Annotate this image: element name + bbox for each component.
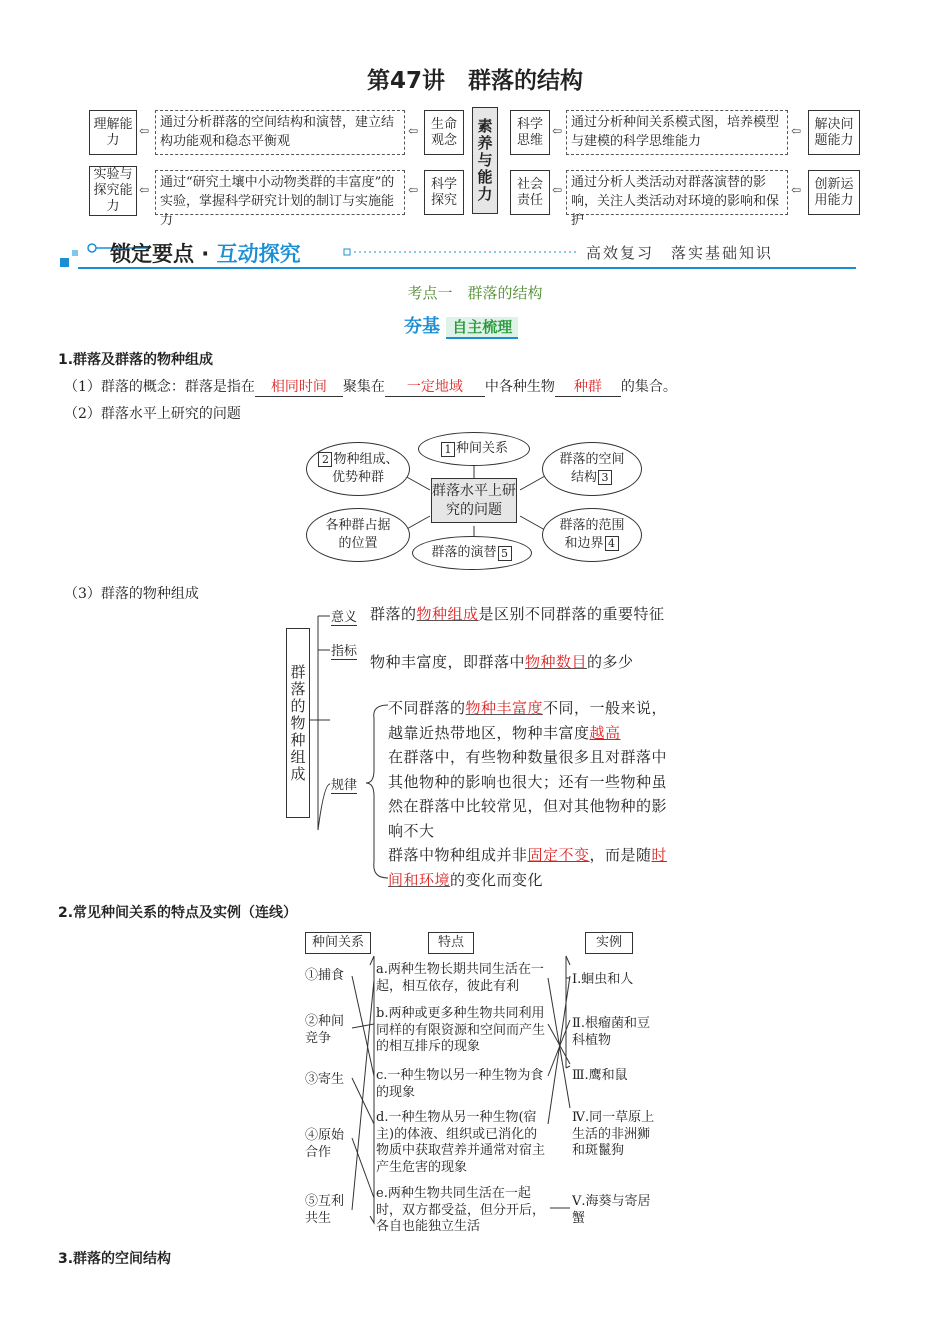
diagram-oval [418, 432, 530, 466]
oval-text: 群落的演替 [431, 545, 497, 560]
text: 的变化而变化 [450, 870, 544, 889]
banner-subtitle: 高效复习 落实基础知识 [586, 244, 774, 262]
feature-item: e.两种生物共同生活在一起时，双方都受益，但分开后，各自也能独立生活 [376, 1186, 546, 1234]
ability-box: 实验与探究能力 [89, 166, 137, 216]
section-banner [58, 236, 858, 272]
example-item: Ⅴ.海葵与寄居蟹 [572, 1194, 651, 1226]
oval-text: 种间关系 [455, 441, 508, 456]
literacy-desc: 通过分析人类活动对群落演替的影响，关注人类活动对环境的影响和保护 [566, 170, 788, 215]
relation-item: ②种间竞争 [305, 1014, 345, 1046]
number-box: 3 [598, 470, 612, 485]
arrow-icon: ⇦ [552, 183, 563, 197]
relation-item: ④原始合作 [305, 1128, 345, 1160]
arrow-icon: ⇦ [139, 124, 150, 138]
literacy-center: 素养与能力 [472, 107, 498, 214]
concept-paragraph [64, 376, 677, 397]
ability-box: 理解能力 [89, 110, 137, 155]
example-item: Ⅲ.鹰和鼠 [572, 1068, 628, 1083]
text: 的集合。 [620, 379, 677, 395]
tree-branch-label: 指标 [331, 640, 357, 660]
banner-title-accent: 互动探究 [216, 242, 301, 266]
tree-branch-label: 规律 [331, 774, 357, 794]
answer-blank: 一定地域 [385, 376, 485, 397]
text: 是区别不同群落的重要特征 [478, 605, 665, 623]
arrow-icon: ⇦ [408, 124, 419, 138]
feature-item: c.一种生物以另一种生物为食的现象 [376, 1068, 544, 1100]
text: 聚集在 [342, 379, 385, 395]
answer-text: 物种组成 [416, 605, 479, 623]
text: 不同，一般来说，越靠近热带地区，物种丰富度 [388, 699, 668, 742]
oval-text: 群落的范围和边界 [559, 518, 625, 551]
page-title: 第47讲 群落的结构 [366, 68, 583, 94]
number-box: 2 [318, 452, 332, 467]
relation-matching [300, 928, 660, 1238]
tree-rule [388, 843, 670, 892]
relation-item: ③寄生 [305, 1072, 345, 1087]
diagram-oval [542, 442, 642, 496]
oval-text: 物种组成、优势种群 [331, 452, 399, 485]
answer-text: 物种数目 [525, 653, 588, 671]
diagram-oval [542, 508, 642, 562]
text: 不同群落的 [388, 699, 466, 717]
literacy-label: 生命观念 [424, 110, 464, 155]
literacy-desc: 通过分析群落的空间结构和演替，建立结构功能观和稳态平衡观 [155, 110, 405, 155]
diagram-oval: 各种群占据的位置 [306, 508, 410, 562]
answer-blank: 种群 [555, 376, 621, 397]
research-diagram [300, 428, 660, 573]
section-heading: 2.常见种间关系的特点及实例（连线） [58, 905, 298, 921]
feature-item: a.两种生物长期共同生活在一起，相互依存，彼此有利 [376, 962, 544, 994]
number-box: 1 [441, 442, 455, 457]
tree-branch-label: 意义 [331, 606, 357, 626]
subhead-char: 夯基 [404, 316, 440, 337]
text: （1）群落的概念：群落是指在 [64, 379, 255, 395]
text: ，而是随 [589, 846, 652, 864]
answer-text: 物种丰富度 [465, 699, 544, 717]
tree-root: 群落的物种组成 [286, 628, 310, 818]
text: 的多少 [587, 653, 634, 671]
arrow-icon: ⇦ [552, 124, 563, 138]
literacy-desc: 通过“研究土壤中小动物类群的丰富度”的实验，掌握科学研究计划的制订与实施能力 [155, 170, 405, 215]
literacy-label: 科学思维 [510, 110, 550, 155]
text: 群落中物种组成并非 [388, 846, 528, 864]
feature-item: d.一种生物从另一种生物(宿主)的体液、组织或已消化的物质中获取营养并通常对宿主产生危害的现象 [376, 1110, 546, 1175]
diagram-oval [306, 442, 410, 496]
subhead [404, 312, 518, 338]
arrow-icon: ⇦ [791, 183, 802, 197]
relation-item: ⑤互利共生 [305, 1194, 345, 1226]
subhead-text: 自主梳理 [446, 317, 518, 339]
oval-text: 群落的空间结构 [559, 452, 625, 485]
ability-box: 解决问题能力 [808, 110, 860, 155]
paragraph: （3）群落的物种组成 [64, 586, 199, 602]
banner-title-main: 锁定要点 · [110, 242, 217, 266]
feature-item: b.两种或更多种生物共同利用同样的有限资源和空间而产生的相互排斥的现象 [376, 1006, 546, 1054]
answer-blank: 相同时间 [255, 376, 343, 397]
answer-text: 越高 [589, 723, 621, 742]
tree-rule [388, 696, 670, 745]
diagram-oval [412, 536, 532, 570]
answer-text: 固定不变 [527, 846, 590, 864]
tree-meaning [370, 602, 666, 627]
arrow-icon: ⇦ [408, 183, 419, 197]
text: 中各种生物 [484, 379, 555, 395]
section-heading: 3.群落的空间结构 [58, 1251, 172, 1267]
species-composition-tree [286, 600, 686, 895]
arrow-icon: ⇦ [791, 124, 802, 138]
section-heading: 1.群落及群落的物种组成 [58, 352, 214, 368]
column-header: 实例 [585, 932, 633, 954]
tree-rule: 在群落中，有些物种数量很多且对群落中其他物种的影响也很大；还有一些物种虽然在群落中比较常见，但对其他物种的影响不大 [388, 748, 668, 840]
relation-item: ①捕食 [305, 968, 345, 983]
text: 群落的 [370, 605, 417, 623]
tree-index [370, 650, 670, 675]
ability-box: 创新运用能力 [808, 170, 860, 215]
column-header: 特点 [428, 932, 474, 954]
literacy-label: 社会责任 [510, 170, 550, 215]
text: 物种丰富度，即群落中 [370, 653, 526, 671]
answer-text: 时间和环境 [388, 846, 668, 889]
example-item: Ⅰ.蛔虫和人 [572, 972, 634, 987]
paragraph: （2）群落水平上研究的问题 [64, 406, 241, 422]
literacy-label: 科学探究 [424, 170, 464, 215]
example-item: Ⅱ.根瘤菌和豆科植物 [572, 1016, 650, 1048]
diagram-center: 群落水平上研究的问题 [431, 478, 517, 523]
example-item: Ⅳ.同一草原上生活的非洲狮和斑鬣狗 [572, 1110, 655, 1158]
arrow-icon: ⇦ [139, 183, 150, 197]
kaodian-heading: 考点一 群落的结构 [407, 284, 543, 302]
number-box: 5 [498, 546, 512, 561]
literacy-desc: 通过分析种间关系模式图，培养模型与建模的科学思维能力 [566, 110, 788, 155]
banner-title [110, 238, 301, 268]
number-box: 4 [605, 536, 619, 551]
column-header: 种间关系 [305, 932, 371, 954]
